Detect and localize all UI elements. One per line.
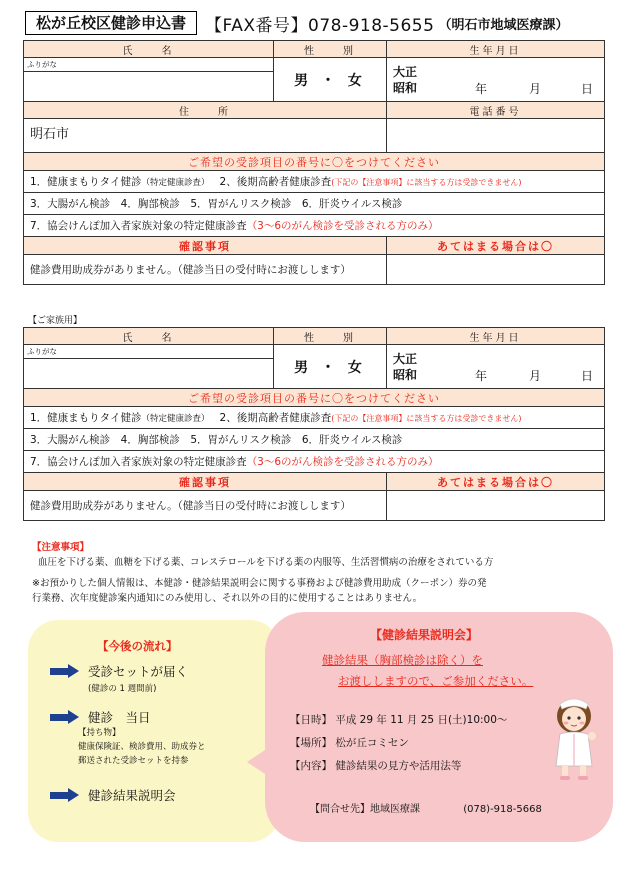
items-header: ご希望の受診項目の番号に〇をつけてください: [24, 153, 605, 171]
day-label: 日: [581, 369, 594, 383]
name-field[interactable]: [24, 359, 274, 389]
briefing-line-1: 健診結果（胸部検診は除く）を: [322, 653, 483, 667]
month-label: 月: [529, 82, 542, 96]
item-1-note: （特定健康診査）: [141, 178, 210, 188]
item-7: 7．協会けんぽ加入者家族対象の特定健康診査: [30, 220, 247, 232]
items-header: ご希望の受診項目の番号に〇をつけてください: [24, 389, 605, 407]
bring-line-1: 健康保険証、検診費用、助成券と: [78, 742, 206, 752]
month-label: 月: [529, 369, 542, 383]
sex-select[interactable]: 男 ・ 女: [274, 345, 387, 389]
item-7: 7．協会けんぽ加入者家族対象の特定健康診査: [30, 456, 247, 468]
year-label: 年: [475, 369, 488, 383]
address-field[interactable]: 明石市: [24, 119, 387, 153]
applicable-header: あてはまる場合は〇: [387, 473, 605, 491]
item-7-note: （3～6のがん検診を受診される方のみ）: [246, 456, 439, 468]
confirm-header: 確認事項: [24, 473, 387, 491]
item-2: 2、後期高齢者健康診査: [219, 176, 332, 188]
item-2-note: (下記の【注意事項】に該当する方は受診できません): [331, 178, 522, 187]
header-name: 氏 名: [24, 41, 274, 58]
confirm-text: 健診費用助成券がありません。（健診当日の受付時にお渡しします）: [24, 255, 387, 285]
era-taisho: 大正: [393, 352, 418, 366]
item-row-1[interactable]: [24, 407, 605, 429]
item-row-1[interactable]: [24, 171, 605, 193]
item-1: 1．健康まもりタイ健診: [30, 412, 142, 424]
header-address: 住 所: [24, 102, 387, 119]
flow-step-1: [50, 662, 188, 694]
phone-field[interactable]: [387, 119, 605, 153]
confirm-text: 健診費用助成券がありません。（健診当日の受付時にお渡しします）: [24, 491, 387, 521]
header-sex: 性 別: [274, 328, 387, 345]
bubble-tail: [247, 742, 277, 782]
item-row-2[interactable]: 3．大腸がん検診 4．胸部検診 5．胃がんリスク検診 6．肝炎ウイルス検診: [24, 429, 605, 451]
briefing-line-2: お渡ししますので、ご参加ください。: [338, 674, 534, 688]
year-label: 年: [475, 82, 488, 96]
briefing-date: 【日時】 平成 29 年 11 月 25 日(土)10:00～: [290, 714, 508, 726]
furigana-field[interactable]: ふりがな: [24, 58, 274, 72]
confirm-header: 確認事項: [24, 237, 387, 255]
bring-line-2: 郵送された受診セットを持参: [78, 756, 189, 766]
sex-select[interactable]: 男 ・ 女: [274, 58, 387, 102]
notes-line-2: ※お預かりした個人情報は、本健診・健診結果説明会に関する事務および健診費用助成（クーポン）券の発: [32, 578, 487, 589]
arrow-right-icon: [50, 788, 80, 802]
header-dob: 生年月日: [387, 328, 605, 345]
dob-field[interactable]: [387, 345, 605, 389]
notes-line-3: 行業務、次年度健診案内通知にのみ使用し、それ以外の目的に使用することはありません。: [32, 593, 423, 604]
header-sex: 性 別: [274, 41, 387, 58]
flow-step-3: [50, 786, 176, 804]
fax-organization: （明石市地域医療課）: [438, 17, 569, 33]
form-title: 松が丘校区健診申込書: [25, 11, 197, 35]
dob-field[interactable]: [387, 58, 605, 102]
briefing-title: 【健診結果説明会】: [370, 628, 479, 642]
furigana-field[interactable]: ふりがな: [24, 345, 274, 359]
header-dob: 生年月日: [387, 41, 605, 58]
application-form-1: [23, 40, 605, 285]
application-form-2: [23, 327, 605, 521]
item-1: 1．健康まもりタイ健診: [30, 176, 142, 188]
contact-phone: (078)-918-5668: [463, 804, 542, 815]
item-2-note: (下記の【注意事項】に該当する方は受診できません): [331, 414, 522, 423]
fax-number: 【FAX番号】078-918-5655: [205, 15, 435, 36]
flow-step-1-sub: (健診の 1 週間前): [88, 684, 157, 694]
item-7-note: （3～6のがん検診を受診される方のみ）: [246, 220, 439, 232]
flow-step-1-label: 受診セットが届く: [88, 664, 189, 679]
bring-title: 【持ち物】: [78, 728, 121, 738]
briefing-content: 【内容】 健診結果の見方や活用法等: [290, 760, 462, 772]
briefing-contact: [310, 800, 582, 815]
flow-title: 【今後の流れ】: [97, 639, 178, 653]
arrow-right-icon: [50, 710, 80, 724]
header-name: 氏 名: [24, 328, 274, 345]
item-row-3[interactable]: [24, 215, 605, 237]
flow-step-2-label: 健診 当日: [88, 710, 151, 725]
applicable-header: あてはまる場合は〇: [387, 237, 605, 255]
era-taisho: 大正: [393, 65, 418, 79]
bring-list: [78, 726, 206, 768]
family-label: 【ご家族用】: [28, 316, 83, 326]
item-row-3[interactable]: [24, 451, 605, 473]
notes-line-1: 血圧を下げる薬、血糖を下げる薬、コレステロールを下げる薬の内服等、生活習慣病の治療をされている方: [38, 557, 494, 568]
applicable-check[interactable]: [387, 255, 605, 285]
header-phone: 電話番号: [387, 102, 605, 119]
day-label: 日: [581, 82, 594, 96]
flow-step-3-label: 健診結果説明会: [88, 788, 176, 803]
arrow-right-icon: [50, 664, 80, 678]
name-field[interactable]: [24, 72, 274, 102]
notes-title: 【注意事項】: [32, 542, 90, 553]
briefing-place: 【場所】 松が丘コミセン: [290, 737, 409, 749]
flow-step-2: [50, 708, 151, 726]
nurse-illustration-icon: [548, 694, 600, 780]
item-2: 2、後期高齢者健康診査: [219, 412, 332, 424]
item-row-2[interactable]: 3．大腸がん検診 4．胸部検診 5．胃がんリスク検診 6．肝炎ウイルス検診: [24, 193, 605, 215]
notes: [32, 540, 603, 606]
era-showa: 昭和: [393, 81, 418, 95]
applicable-check[interactable]: [387, 491, 605, 521]
contact-label: 【問合せ先】地域医療課: [310, 804, 420, 815]
title-row: [25, 10, 568, 36]
item-1-note: （特定健康診査）: [141, 414, 210, 424]
era-showa: 昭和: [393, 368, 418, 382]
